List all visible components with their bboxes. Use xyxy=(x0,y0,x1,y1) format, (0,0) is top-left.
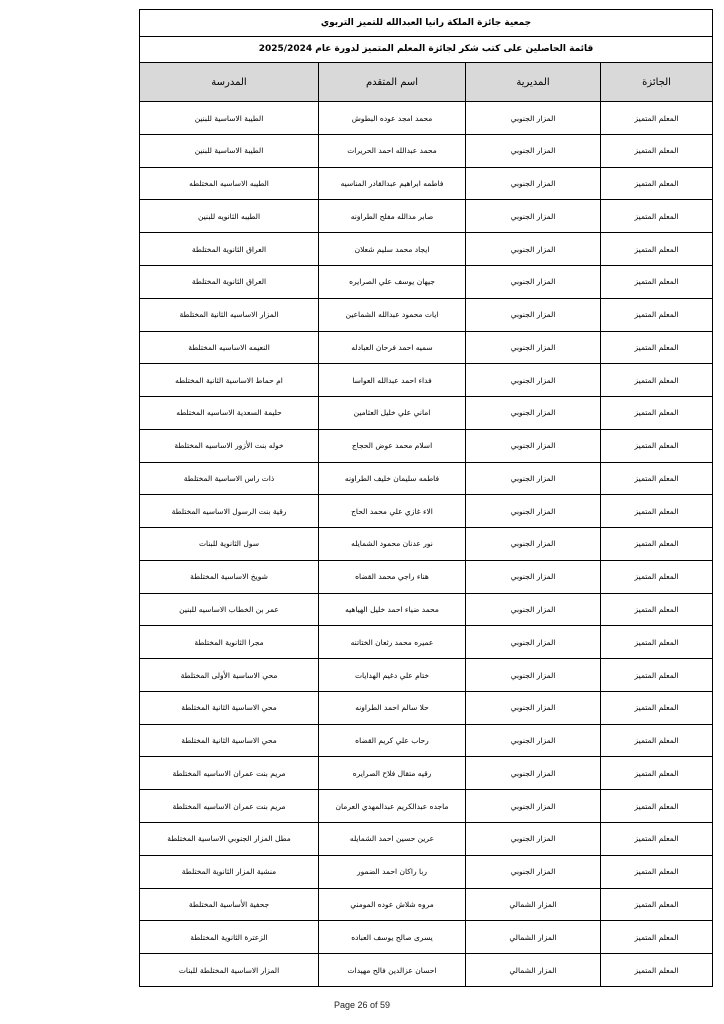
table-row xyxy=(140,528,713,561)
table-row xyxy=(140,462,713,495)
applicant-name-cell: ربا راكان احمد الضمور xyxy=(319,855,466,888)
directorate-cell: المزار الجنوبي xyxy=(466,626,601,659)
applicant-name-cell: حلا سالم احمد الطراونه xyxy=(319,691,466,724)
directorate-cell: المزار الجنوبي xyxy=(466,429,601,462)
table-row xyxy=(140,888,713,921)
column-header-award: الجائزة xyxy=(601,63,713,102)
award-cell: المعلم المتميز xyxy=(601,921,713,954)
table-row xyxy=(140,200,713,233)
directorate-cell: المزار الجنوبي xyxy=(466,397,601,430)
directorate-cell: المزار الجنوبي xyxy=(466,200,601,233)
directorate-cell: المزار الشمالي xyxy=(466,921,601,954)
award-cell: المعلم المتميز xyxy=(601,429,713,462)
school-cell: سول الثانوية للبنات xyxy=(140,528,319,561)
applicant-name-cell: مروه شلاش عوده المومني xyxy=(319,888,466,921)
table-row xyxy=(140,790,713,823)
awards-document xyxy=(139,9,712,987)
applicant-name-cell: ايجاد محمد سليم شعلان xyxy=(319,233,466,266)
school-cell: شويخ الاساسية المختلطة xyxy=(140,560,319,593)
school-cell: محي الاساسية الثانية المختلطة xyxy=(140,691,319,724)
school-cell: العراق الثانوية المختلطة xyxy=(140,233,319,266)
award-cell: المعلم المتميز xyxy=(601,134,713,167)
table-row xyxy=(140,495,713,528)
directorate-cell: المزار الجنوبي xyxy=(466,462,601,495)
school-cell: محي الاساسية الثانية المختلطة xyxy=(140,724,319,757)
award-cell: المعلم المتميز xyxy=(601,495,713,528)
table-row xyxy=(140,102,713,135)
award-cell: المعلم المتميز xyxy=(601,823,713,856)
award-cell: المعلم المتميز xyxy=(601,560,713,593)
applicant-name-cell: هناء راجي محمد القضاه xyxy=(319,560,466,593)
table-row xyxy=(140,134,713,167)
table-row xyxy=(140,659,713,692)
school-cell: مريم بنت عمران الاساسيه المختلطة xyxy=(140,757,319,790)
applicant-name-cell: الاء غازي علي محمد الحاج xyxy=(319,495,466,528)
directorate-cell: المزار الجنوبي xyxy=(466,134,601,167)
directorate-cell: المزار الجنوبي xyxy=(466,265,601,298)
applicant-name-cell: نور عدنان محمود الشمايله xyxy=(319,528,466,561)
school-cell: منشية المزار الثانوية المختلطة xyxy=(140,855,319,888)
table-row xyxy=(140,757,713,790)
award-cell: المعلم المتميز xyxy=(601,757,713,790)
directorate-cell: المزار الجنوبي xyxy=(466,724,601,757)
applicant-name-cell: محمد امجد عوده البطوش xyxy=(319,102,466,135)
award-cell: المعلم المتميز xyxy=(601,888,713,921)
applicant-name-cell: احسان عزالدين فالح مهيدات xyxy=(319,954,466,987)
award-cell: المعلم المتميز xyxy=(601,364,713,397)
award-cell: المعلم المتميز xyxy=(601,331,713,364)
school-cell: حليمة السعدية الاساسيه المختلطه xyxy=(140,397,319,430)
column-header-directorate: المديرية xyxy=(466,63,601,102)
school-cell: الطيبة الاساسية للبنين xyxy=(140,102,319,135)
school-cell: ذات راس الاساسية المختلطة xyxy=(140,462,319,495)
applicant-name-cell: رحاب علي كريم القضاه xyxy=(319,724,466,757)
school-cell: خوله بنت الأزور الاساسيه المختلطة xyxy=(140,429,319,462)
applicant-name-cell: اسلام محمد عوض الحجاج xyxy=(319,429,466,462)
directorate-cell: المزار الجنوبي xyxy=(466,102,601,135)
school-cell: المزار الاساسيه الثانية المختلطة xyxy=(140,298,319,331)
applicant-name-cell: محمد عبدالله احمد الحريرات xyxy=(319,134,466,167)
award-cell: المعلم المتميز xyxy=(601,790,713,823)
directorate-cell: المزار الجنوبي xyxy=(466,757,601,790)
school-cell: الزعترة الثانوية المختلطة xyxy=(140,921,319,954)
table-row xyxy=(140,429,713,462)
directorate-cell: المزار الجنوبي xyxy=(466,823,601,856)
table-row xyxy=(140,167,713,200)
award-cell: المعلم المتميز xyxy=(601,626,713,659)
table-row xyxy=(140,560,713,593)
school-cell: النعيمه الاساسيه المختلطة xyxy=(140,331,319,364)
document-subtitle: قائمة الحاصلين على كتب شكر لجائزة المعلم المتميز لدورة عام 2025/2024 xyxy=(140,36,713,63)
applicant-name-cell: فاطمه ابراهيم عبدالقادر المناسيه xyxy=(319,167,466,200)
table-row xyxy=(140,331,713,364)
applicant-name-cell: صابر مدالله مفلح الطراونه xyxy=(319,200,466,233)
directorate-cell: المزار الجنوبي xyxy=(466,233,601,266)
award-cell: المعلم المتميز xyxy=(601,233,713,266)
school-cell: الطيبه الثانويه للبنين xyxy=(140,200,319,233)
directorate-cell: المزار الجنوبي xyxy=(466,790,601,823)
directorate-cell: المزار الجنوبي xyxy=(466,364,601,397)
directorate-cell: المزار الجنوبي xyxy=(466,495,601,528)
school-cell: مريم بنت عمران الاساسيه المختلطة xyxy=(140,790,319,823)
school-cell: الطيبة الاساسية للبنين xyxy=(140,134,319,167)
table-row xyxy=(140,855,713,888)
award-cell: المعلم المتميز xyxy=(601,397,713,430)
applicant-name-cell: ختام علي دغيم الهدايات xyxy=(319,659,466,692)
award-cell: المعلم المتميز xyxy=(601,954,713,987)
award-cell: المعلم المتميز xyxy=(601,528,713,561)
table-row xyxy=(140,724,713,757)
directorate-cell: المزار الشمالي xyxy=(466,888,601,921)
applicant-name-cell: ايات محمود عبدالله الشماعين xyxy=(319,298,466,331)
award-cell: المعلم المتميز xyxy=(601,724,713,757)
applicant-name-cell: ماجده عبدالكريم عبدالمهدي العرمان xyxy=(319,790,466,823)
applicant-name-cell: رقيه متقال فلاح الصرايره xyxy=(319,757,466,790)
table-row xyxy=(140,921,713,954)
award-cell: المعلم المتميز xyxy=(601,167,713,200)
award-cell: المعلم المتميز xyxy=(601,659,713,692)
table-row xyxy=(140,364,713,397)
directorate-cell: المزار الجنوبي xyxy=(466,560,601,593)
award-cell: المعلم المتميز xyxy=(601,200,713,233)
school-cell: المزار الاساسية المختلطة للبنات xyxy=(140,954,319,987)
table-header-row xyxy=(140,63,713,102)
school-cell: رقية بنت الرسول الاساسيه المختلطة xyxy=(140,495,319,528)
column-header-applicant-name: اسم المتقدم xyxy=(319,63,466,102)
directorate-cell: المزار الجنوبي xyxy=(466,691,601,724)
column-header-school: المدرسة xyxy=(140,63,319,102)
directorate-cell: المزار الجنوبي xyxy=(466,855,601,888)
award-cell: المعلم المتميز xyxy=(601,855,713,888)
applicant-name-cell: اماني علي خليل العثامين xyxy=(319,397,466,430)
awards-table xyxy=(139,9,713,987)
school-cell: مطل المزار الجنوبي الاساسية المختلطة xyxy=(140,823,319,856)
table-row xyxy=(140,397,713,430)
directorate-cell: المزار الجنوبي xyxy=(466,331,601,364)
directorate-cell: المزار الجنوبي xyxy=(466,659,601,692)
table-row xyxy=(140,691,713,724)
document-title: جمعية جائزة الملكة رانيا العبدالله للتميز التربوي xyxy=(140,10,713,37)
school-cell: مجرا الثانوية المختلطة xyxy=(140,626,319,659)
applicant-name-cell: فداء احمد عبدالله العواسا xyxy=(319,364,466,397)
directorate-cell: المزار الجنوبي xyxy=(466,298,601,331)
school-cell: ام حماط الاساسية الثانية المختلطه xyxy=(140,364,319,397)
school-cell: عمر بن الخطاب الاساسيه للبنين xyxy=(140,593,319,626)
page-number: Page 26 of 59 xyxy=(333,1000,391,1010)
award-cell: المعلم المتميز xyxy=(601,593,713,626)
school-cell: جحفية الأساسية المختلطة xyxy=(140,888,319,921)
table-row xyxy=(140,626,713,659)
directorate-cell: المزار الجنوبي xyxy=(466,528,601,561)
award-cell: المعلم المتميز xyxy=(601,265,713,298)
applicant-name-cell: سميه احمد فرحان العبادله xyxy=(319,331,466,364)
award-cell: المعلم المتميز xyxy=(601,298,713,331)
award-cell: المعلم المتميز xyxy=(601,691,713,724)
award-cell: المعلم المتميز xyxy=(601,102,713,135)
school-cell: العراق الثانوية المختلطة xyxy=(140,265,319,298)
table-row xyxy=(140,233,713,266)
applicant-name-cell: جيهان يوسف علي الصرايره xyxy=(319,265,466,298)
school-cell: الطيبه الاساسيه المختلطه xyxy=(140,167,319,200)
directorate-cell: المزار الشمالي xyxy=(466,954,601,987)
applicant-name-cell: فاطمه سليمان خليف الطراونه xyxy=(319,462,466,495)
table-row xyxy=(140,593,713,626)
applicant-name-cell: يسرى صالح يوسف العباده xyxy=(319,921,466,954)
applicant-name-cell: محمد ضياء احمد خليل الهياهيه xyxy=(319,593,466,626)
table-row xyxy=(140,265,713,298)
directorate-cell: المزار الجنوبي xyxy=(466,593,601,626)
table-row xyxy=(140,823,713,856)
directorate-cell: المزار الجنوبي xyxy=(466,167,601,200)
applicant-name-cell: عميره محمد رثعان الختاتنه xyxy=(319,626,466,659)
applicant-name-cell: عرين حسين احمد الشمايله xyxy=(319,823,466,856)
table-row xyxy=(140,298,713,331)
award-cell: المعلم المتميز xyxy=(601,462,713,495)
school-cell: محي الاساسية الأولى المختلطة xyxy=(140,659,319,692)
table-row xyxy=(140,954,713,987)
